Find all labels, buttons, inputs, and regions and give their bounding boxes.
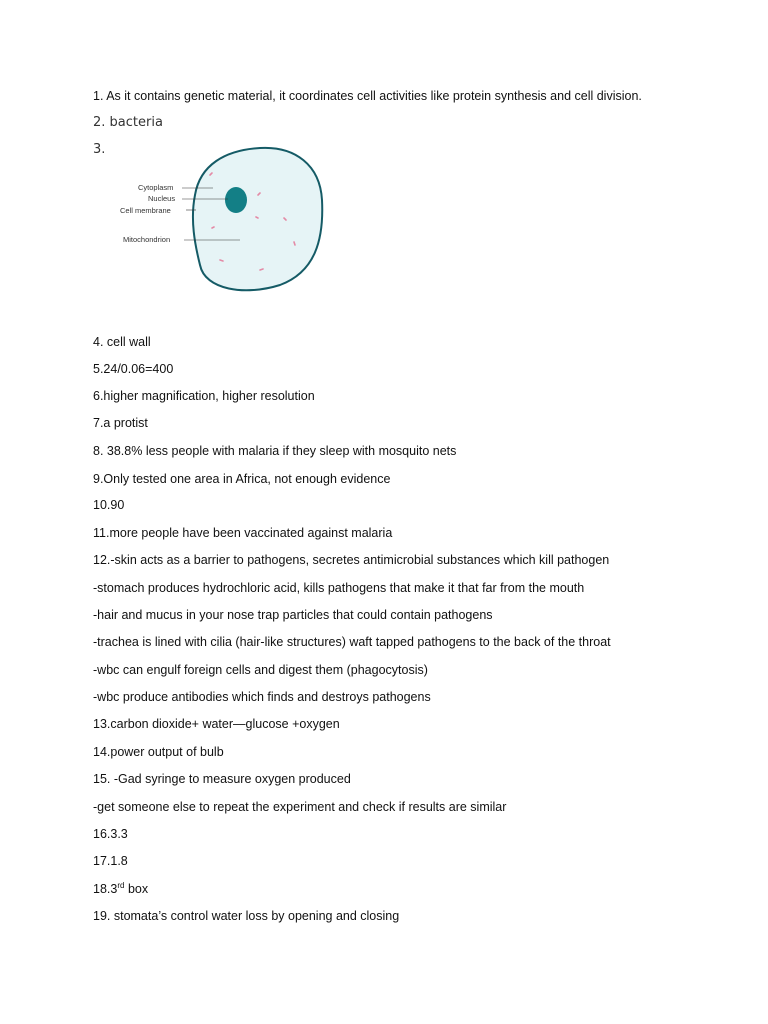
answer-15: 15. -Gad syringe to measure oxygen produced bbox=[93, 772, 351, 786]
answer-12: 12.-skin acts as a barrier to pathogens, secretes antimicrobial substances which kill pathogen bbox=[93, 553, 610, 567]
label-mitochondrion: Mitochondrion bbox=[123, 235, 171, 244]
answer-14: 14.power output of bulb bbox=[93, 745, 224, 759]
answer-19: 19. stomata’s control water loss by opening and closing bbox=[93, 909, 400, 923]
answer-2 bbox=[93, 115, 163, 131]
answer-4: 4. cell wall bbox=[93, 335, 151, 349]
answer-18-main: 18.3 bbox=[93, 882, 118, 896]
answer-8: 8. 38.8% less people with malaria if they sleep with mosquito nets bbox=[93, 444, 457, 458]
answer-17: 17.1.8 bbox=[93, 854, 128, 868]
answer-12-antibodies: -wbc produce antibodies which finds and destroys pathogens bbox=[93, 690, 431, 704]
answer-2-number: 2. bbox=[93, 115, 106, 130]
answer-1: 1. As it contains genetic material, it coordinates cell activities like protein synthesis and cell division. bbox=[93, 89, 642, 103]
answer-12-stomach: -stomach produces hydrochloric acid, kills pathogens that make it that far from the mouth bbox=[93, 581, 585, 595]
answer-6: 6.higher magnification, higher resolution bbox=[93, 389, 315, 403]
answer-15-repeat: -get someone else to repeat the experiment and check if results are similar bbox=[93, 800, 507, 814]
animal-cell-diagram bbox=[110, 140, 330, 295]
label-nucleus: Nucleus bbox=[148, 194, 176, 203]
answer-16: 16.3.3 bbox=[93, 827, 128, 841]
label-cytoplasm: Cytoplasm bbox=[138, 183, 174, 192]
answer-2-text: bacteria bbox=[109, 115, 163, 130]
answer-13: 13.carbon dioxide+ water—glucose +oxygen bbox=[93, 717, 340, 731]
answer-9: 9.Only tested one area in Africa, not enough evidence bbox=[93, 472, 391, 486]
answer-18-tail: box bbox=[124, 882, 149, 896]
label-cell-membrane: Cell membrane bbox=[120, 206, 171, 215]
answer-12-trachea: -trachea is lined with cilia (hair-like structures) waft tapped pathogens to the back of the throat bbox=[93, 635, 611, 649]
answer-10: 10.90 bbox=[93, 498, 125, 512]
answer-18-superscript: rd bbox=[117, 880, 125, 890]
answer-7: 7.a protist bbox=[93, 416, 148, 430]
answer-3: 3. bbox=[93, 142, 106, 157]
cell-membrane-outline bbox=[193, 148, 322, 290]
answer-12-phagocytosis: -wbc can engulf foreign cells and digest them (phagocytosis) bbox=[93, 663, 428, 677]
answer-18 bbox=[93, 881, 148, 897]
answer-11: 11.more people have been vaccinated against malaria bbox=[93, 526, 393, 540]
answer-5: 5.24/0.06=400 bbox=[93, 362, 174, 376]
nucleus-shape bbox=[225, 187, 247, 213]
answer-12-nose: -hair and mucus in your nose trap particles that could contain pathogens bbox=[93, 608, 493, 622]
